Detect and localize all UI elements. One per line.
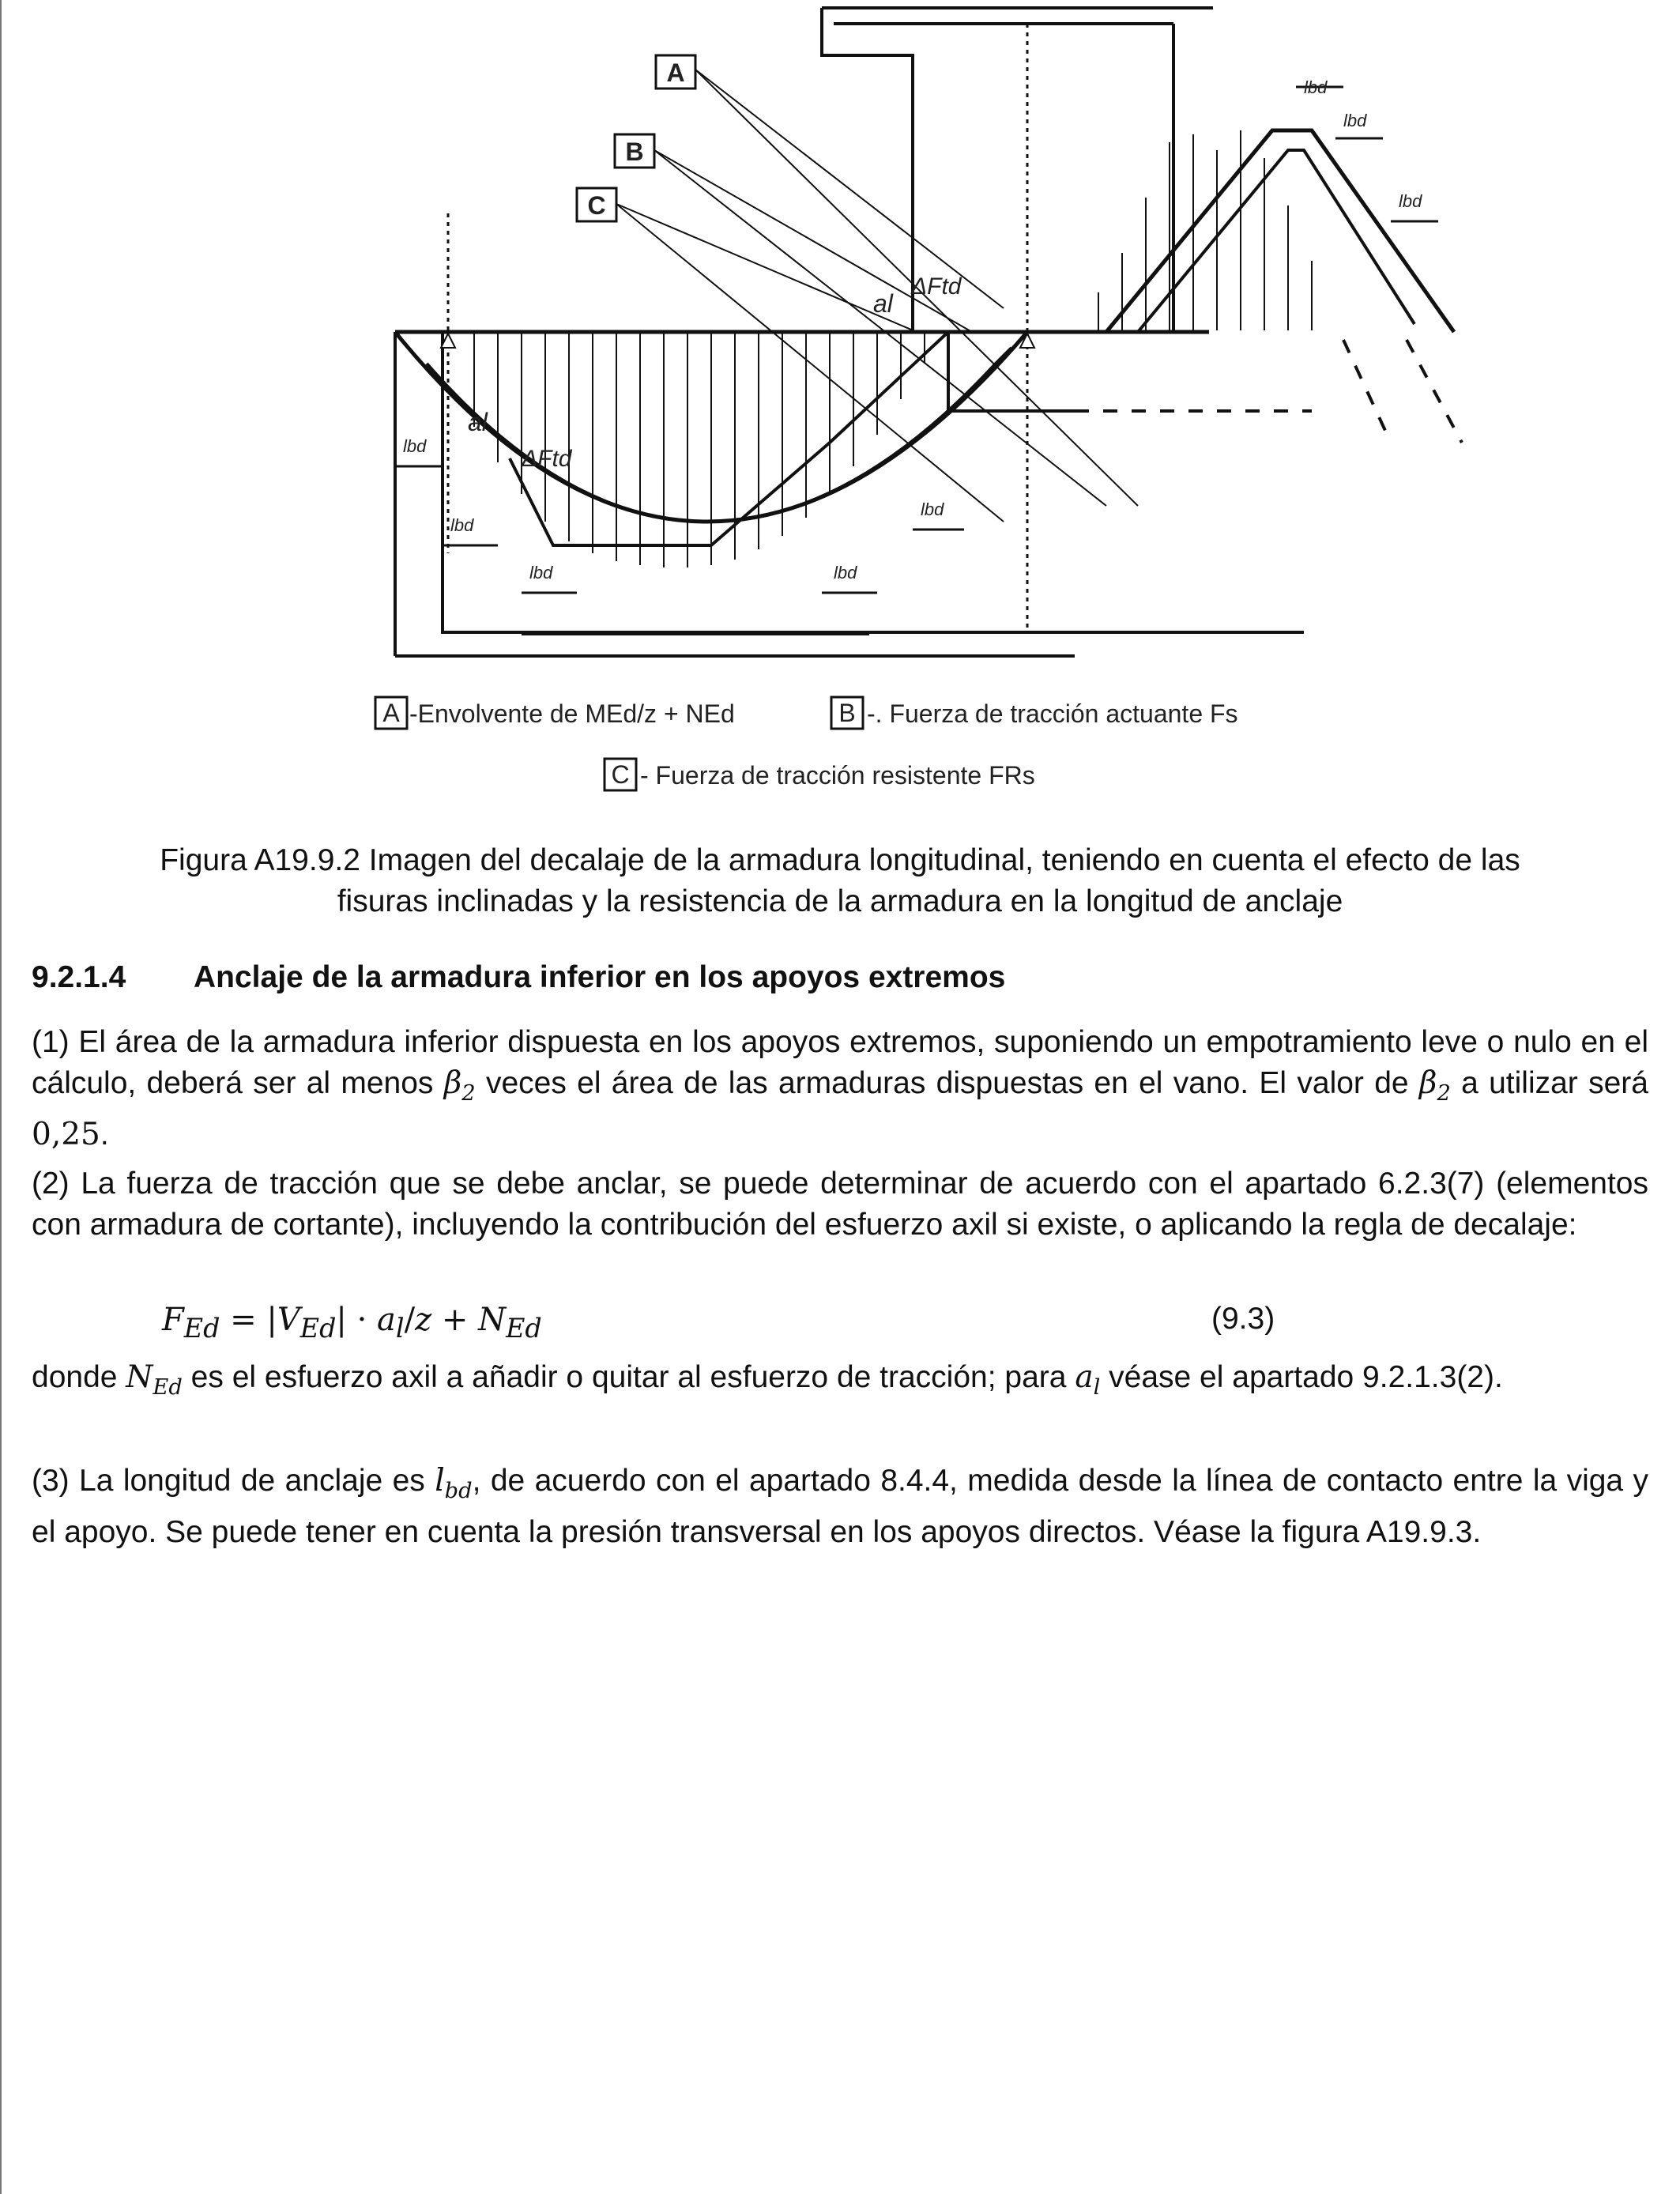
lbd-label-6: lbd <box>1304 77 1328 97</box>
lbd-label-7: lbd <box>1343 111 1367 130</box>
beta-value: 0,25 <box>32 1116 100 1152</box>
lbd-label-4: lbd <box>834 563 857 582</box>
box-a-label: A <box>666 58 685 87</box>
l-bd-symbol: $l_{bd}$ <box>435 1463 473 1503</box>
beta-symbol-2: $\beta_2$ <box>1418 1065 1451 1106</box>
beam-bottom-right <box>948 332 1075 411</box>
al-label-left: al <box>468 408 488 436</box>
section-title: Anclaje de la armadura inferior en los apoyos extremos <box>194 960 1006 994</box>
box-a <box>656 55 695 89</box>
beta-symbol: $\beta_2$ <box>443 1065 476 1106</box>
n-ed-symbol: $N_{Ed}$ <box>126 1359 183 1400</box>
box-c <box>577 188 616 221</box>
al-label-right: al <box>873 289 893 318</box>
legend-b-box-label: B <box>838 699 856 727</box>
caption-line-2: fisuras inclinadas y la resistencia de la armadura en la longitud de anclaje <box>337 884 1343 918</box>
p1-text-b: veces el área de las armaduras dispuestas en el vano. El valor de <box>485 1066 1409 1100</box>
caption-line-1: Figura A19.9.2 Imagen del decalaje de la armadura longitudinal, teniendo en cuenta el efecto de las <box>160 843 1520 877</box>
a-l-symbol: $a_l$ <box>1075 1359 1101 1400</box>
dashed-branch-2 <box>1407 340 1462 443</box>
beam-right-outline <box>822 8 913 332</box>
page-left-border <box>0 0 2 2194</box>
dftd-label-left: ΔFtd <box>522 446 572 472</box>
legend-c-text: - Fuerza de tracción resistente FRs <box>640 761 1035 790</box>
p1-text-c: a utilizar será <box>1461 1066 1648 1100</box>
figure-decalaje-armadura <box>316 0 1422 798</box>
box-b <box>615 134 654 168</box>
lbd-label-5: lbd <box>921 499 944 519</box>
dftd-label-right: ΔFtd <box>911 273 962 300</box>
legend-b <box>831 697 1238 729</box>
lbd-label-3: lbd <box>529 563 553 582</box>
box-b-label: B <box>625 138 644 166</box>
paragraph-4: (3) La longitud de anclaje es $l_{bd}$, de acuerdo con el apartado 8.4.4, medida desde la línea de contacto entre la viga y el apoyo. Se puede tener en cuenta la presión transversal en los apoyos directos. Véase la figura A19.9.3. <box>32 1463 1649 1549</box>
legend-b-text: -. Fuerza de tracción actuante Fs <box>867 699 1238 728</box>
legend-a-text: -Envolvente de MEd/z + NEd <box>409 699 735 728</box>
paragraph-1: (1) El área de la armadura inferior dispuesta en los apoyos extremos, suponiendo un empotramiento leve o nulo en el cálculo, deberá ser al menos $\beta_2$ veces el área de las armaduras dispuestas en el vano. El valor de $\beta_2$ a utilizar será 0,25. <box>32 1025 1648 1152</box>
lbd-label-2: lbd <box>450 515 474 535</box>
equation-9-3: $F_{Ed} = |V_{Ed}| \cdot a_l/z + N_{Ed}$ <box>162 1302 542 1344</box>
lbd-label-8: lbd <box>1399 191 1422 211</box>
figure-caption <box>47 840 1633 922</box>
section-number: 9.2.1.4 <box>32 960 126 994</box>
beam-bottom-left <box>443 332 1304 632</box>
box-c-label: C <box>587 191 606 220</box>
dashed-branch-1 <box>1343 340 1391 443</box>
lbd-label-1: lbd <box>403 436 427 456</box>
equation-number: (9.3) <box>1211 1302 1275 1336</box>
legend-a <box>375 697 735 729</box>
legend-c-box-label: C <box>611 760 630 789</box>
legend-c <box>605 759 1035 790</box>
paragraph-2: (2) La fuerza de tracción que se debe anclar, se puede determinar de acuerdo con el apartado 6.2.3(7) (elementos con armadura de cortante), incluyendo la contribución del esfuerzo axil si existe, o aplicando la regla de decalaje: <box>32 1167 1648 1242</box>
paragraph-3: donde $N_{Ed}$ es el esfuerzo axil a añadir o quitar al esfuerzo de tracción; para $a_l$ véase el apartado 9.2.1.3(2). <box>32 1359 1503 1400</box>
p1-text-a: (1) El área de la armadura inferior dispuesta en los apoyos extremos, suponiendo un empotramiento leve o nulo en el cálculo, deberá ser al menos <box>32 1025 1648 1100</box>
legend-a-box-label: A <box>382 699 400 727</box>
curve-c <box>510 332 948 545</box>
section-heading <box>32 960 1005 995</box>
